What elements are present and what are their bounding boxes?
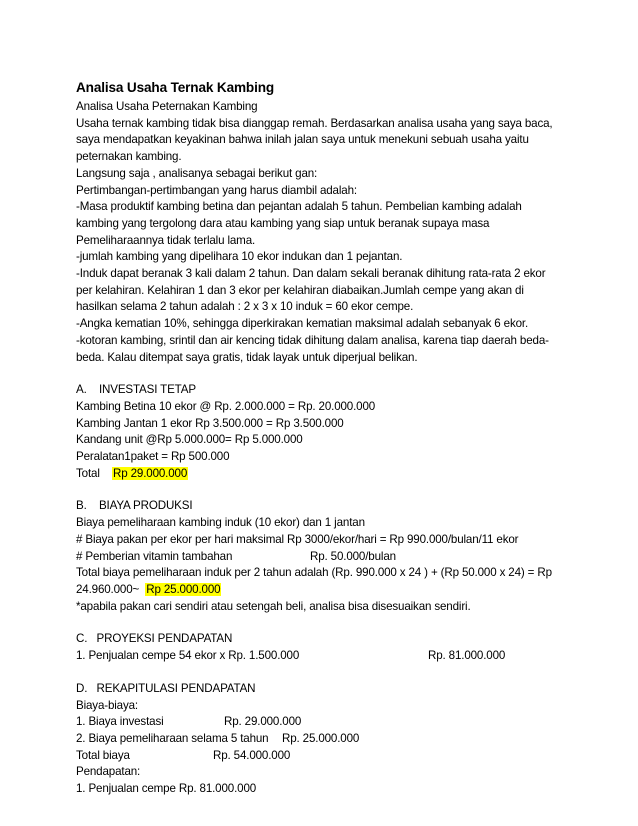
- section-rekapitulasi-pendapatan: [76, 681, 566, 798]
- production-line: Biaya pemeliharaan kambing induk (10 ekor) dan 1 jantan: [76, 516, 365, 530]
- production-total-highlight: Rp 25.000.000: [146, 582, 221, 596]
- investment-line: Kambing Jantan 1 ekor Rp 3.500.000 = Rp 3.500.000: [76, 416, 344, 430]
- cost-total-line: [76, 748, 566, 765]
- intro-line: hasilkan selama 2 tahun adalah : 2 x 3 x 10 induk = 60 ekor cempe.: [76, 300, 414, 314]
- income-label: Pendapatan:: [76, 765, 141, 779]
- cost-line: [76, 714, 566, 731]
- intro-line: -kotoran kambing, srintil dan air kencing tidak dihitung dalam analisa, karena tiap daerah beda-: [76, 333, 549, 347]
- total-value-highlight: Rp 29.000.000: [113, 466, 188, 480]
- intro-line: peternakan kambing.: [76, 150, 182, 164]
- document-page: [76, 78, 566, 798]
- document-title: Analisa Usaha Ternak Kambing: [76, 80, 275, 95]
- production-note: *apabila pakan cari sendiri atau setengah beli, analisa bisa disesuaikan sendiri.: [76, 599, 471, 613]
- intro-line: -jumlah kambing yang dipelihara 10 ekor indukan dan 1 pejantan.: [76, 250, 403, 264]
- investment-line: Kambing Betina 10 ekor @ Rp. 2.000.000 = Rp. 20.000.000: [76, 399, 376, 413]
- production-line: [76, 549, 566, 566]
- costs-label: Biaya-biaya:: [76, 698, 138, 712]
- intro-section: [76, 99, 566, 366]
- income-projection-line: [76, 648, 566, 665]
- investment-total: [76, 466, 566, 483]
- section-heading: D. REKAPITULASI PENDAPATAN: [76, 681, 256, 695]
- income-line: 1. Penjualan cempe Rp. 81.000.000: [76, 782, 257, 796]
- production-line: [76, 582, 566, 599]
- intro-line: -Induk dapat beranak 3 kali dalam 2 tahun. Dan dalam sekali beranak dihitung rata-rata 2 ekor: [76, 267, 546, 281]
- section-biaya-produksi: [76, 498, 566, 615]
- intro-line: Usaha ternak kambing tidak bisa dianggap remah. Berdasarkan analisa usaha yang saya baca,: [76, 116, 553, 130]
- income-item-label: 1. Penjualan cempe 54 ekor x Rp. 1.500.000: [76, 649, 300, 663]
- intro-line: saya mendapatkan keyakinan bahwa inilah jalan saya untuk menekuni sebuah usaha yaitu: [76, 133, 529, 147]
- section-heading: A. INVESTASI TETAP: [76, 383, 196, 397]
- intro-line: per kelahiran. Kelahiran 1 dan 3 ekor per kelahiran diabaikan.Jumlah cempe yang akan di: [76, 283, 524, 297]
- investment-line: Kandang unit @Rp 5.000.000= Rp 5.000.000: [76, 433, 303, 447]
- vitamin-value: Rp. 50.000/bulan: [310, 549, 396, 563]
- total-label: Total: [76, 466, 113, 480]
- intro-line: beda. Kalau ditempat saya gratis, tidak layak untuk diperjual belikan.: [76, 350, 418, 364]
- section-heading: B. BIAYA PRODUKSI: [76, 499, 193, 513]
- cost-value: Rp. 29.000.000: [224, 715, 302, 729]
- intro-line: -Angka kematian 10%, sehingga diperkirakan kematian maksimal adalah sebanyak 6 ekor.: [76, 317, 529, 331]
- intro-line: -Masa produktif kambing betina dan pejantan adalah 5 tahun. Pembelian kambing adalah: [76, 200, 522, 214]
- production-subtotal: 24.960.000~: [76, 582, 146, 596]
- cost-total-label: Total biaya: [76, 748, 130, 762]
- intro-line: Pertimbangan-pertimbangan yang harus diambil adalah:: [76, 183, 357, 197]
- intro-line: Langsung saja , analisanya sebagai berikut gan:: [76, 166, 318, 180]
- production-line: Total biaya pemeliharaan induk per 2 tahun adalah (Rp. 990.000 x 24 ) + (Rp 50.000 x 24) = Rp: [76, 566, 552, 580]
- cost-label: 1. Biaya investasi: [76, 715, 164, 729]
- cost-line: [76, 731, 566, 748]
- section-investasi-tetap: [76, 382, 566, 482]
- section-heading: C. PROYEKSI PENDAPATAN: [76, 632, 233, 646]
- cost-label: 2. Biaya pemeliharaan selama 5 tahun: [76, 731, 269, 745]
- cost-value: Rp. 25.000.000: [282, 731, 360, 745]
- cost-total-value: Rp. 54.000.000: [213, 748, 291, 762]
- intro-line: Pemeliharaannya tidak terlalu lama.: [76, 233, 256, 247]
- vitamin-label: # Pemberian vitamin tambahan: [76, 549, 233, 563]
- intro-line: Analisa Usaha Peternakan Kambing: [76, 100, 258, 113]
- section-proyeksi-pendapatan: [76, 631, 566, 664]
- production-line: # Biaya pakan per ekor per hari maksimal Rp 3000/ekor/hari = Rp 990.000/bulan/11 ekor: [76, 532, 519, 546]
- income-item-value: Rp. 81.000.000: [428, 649, 506, 663]
- investment-line: Peralatan1paket = Rp 500.000: [76, 450, 230, 464]
- intro-line: kambing yang tergolong dara atau kambing yang siap untuk beranak supaya masa: [76, 216, 490, 230]
